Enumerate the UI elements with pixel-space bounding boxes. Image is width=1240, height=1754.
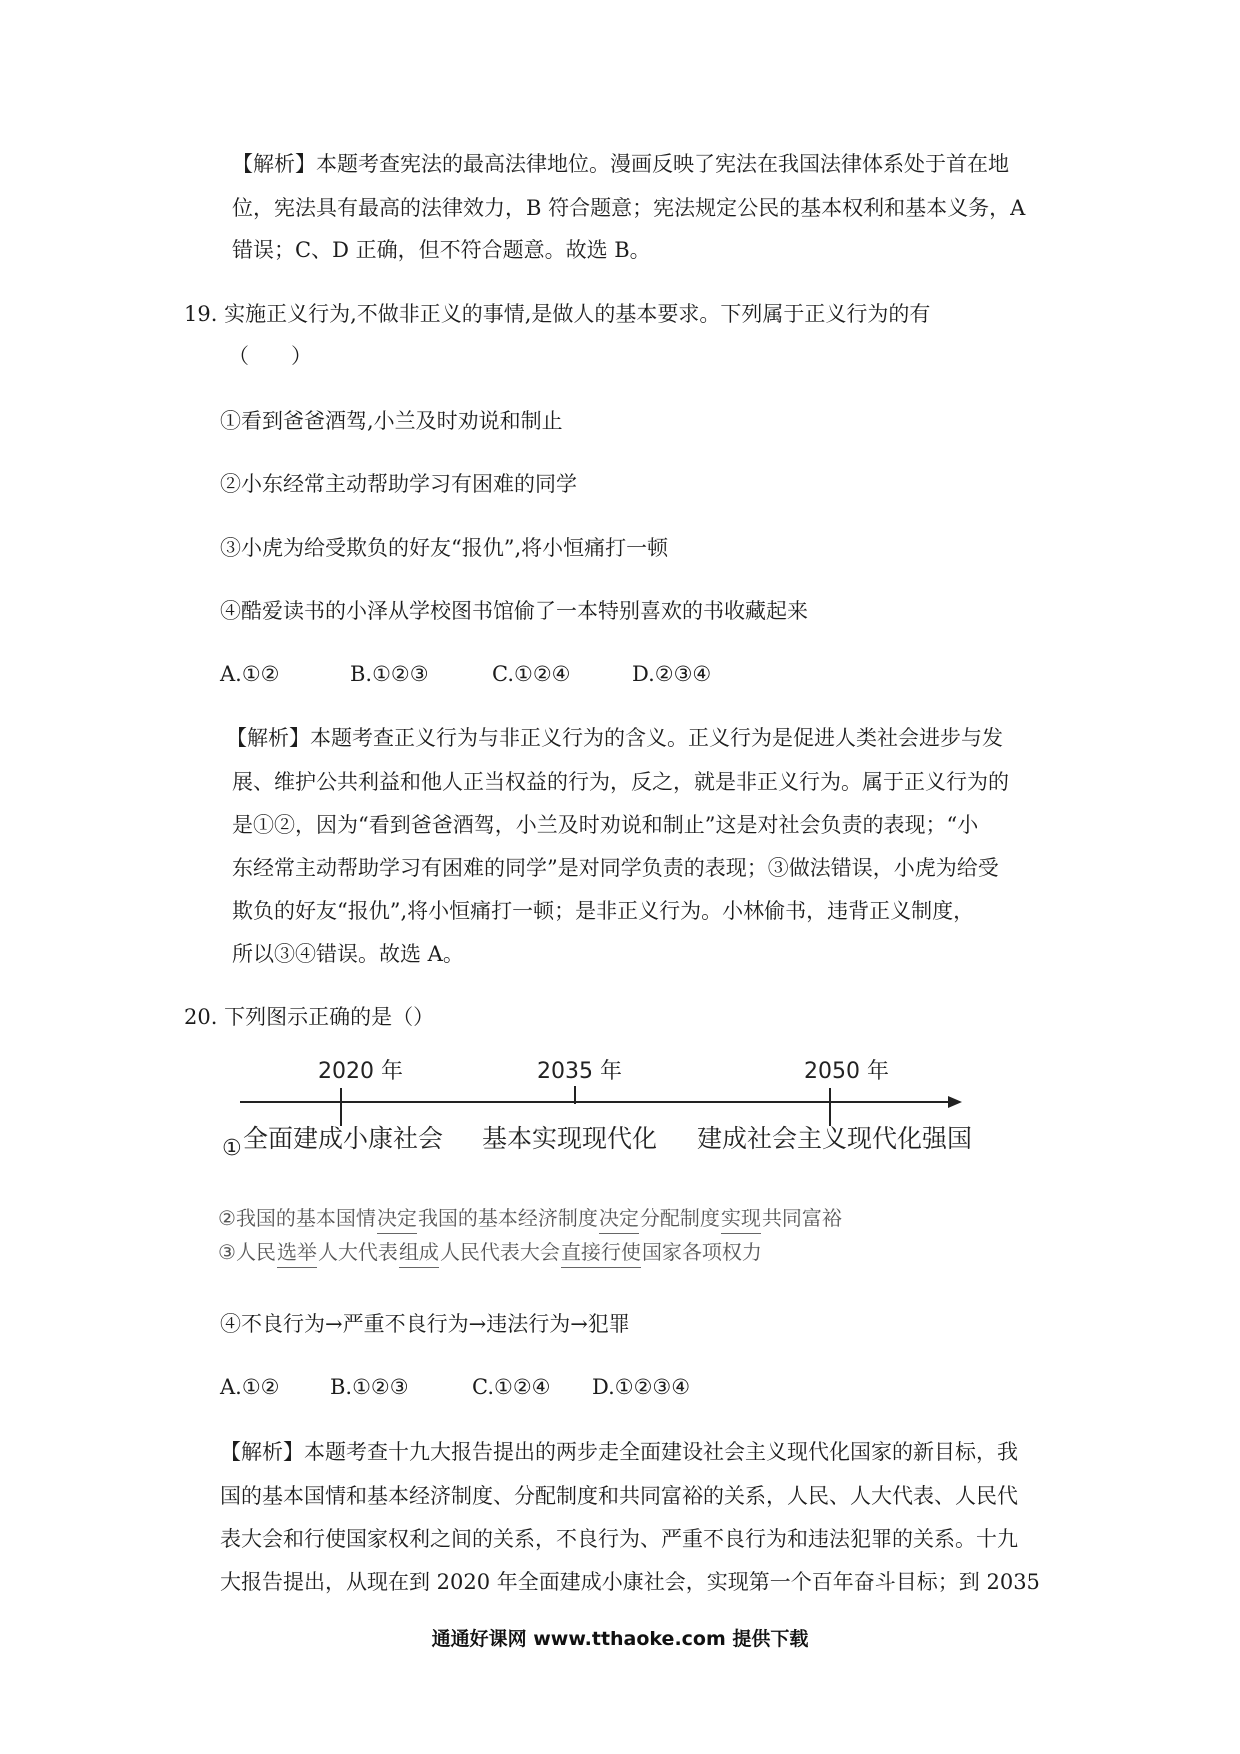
- q20-chain-3: [218, 1238, 762, 1268]
- timeline-label-3: 建成社会主义现代化强国: [697, 1124, 973, 1153]
- timeline-tick-2020: [340, 1088, 342, 1126]
- q19-analysis-line-4: 东经常主动帮助学习有困难的同学”是对同学负责的表现；③做法错误，小虎为给受: [232, 856, 999, 880]
- timeline-axis: [240, 1101, 952, 1103]
- q19-item-3: ③小虎为给受欺负的好友“报仇”,将小恒痛打一顿: [220, 536, 669, 560]
- footer-watermark: 通通好课网 www.tthaoke.com 提供下载: [431, 1628, 809, 1650]
- chain3-part: 国家各项权力: [641, 1240, 762, 1264]
- q20-analysis-line-1: 【解析】本题考查十九大报告提出的两步走全面建设社会主义现代化国家的新目标，我: [220, 1440, 1018, 1464]
- chain3-number: ③: [218, 1240, 236, 1264]
- q19-option-b: B.①②③: [350, 662, 429, 686]
- q19-analysis-line-3: 是①②，因为“看到爸爸酒驾，小兰及时劝说和制止”这是对社会负责的表现；“小: [232, 813, 979, 837]
- chain2-part: 共同富裕: [761, 1206, 842, 1230]
- chain3-relation: 直接行使: [561, 1238, 641, 1268]
- q20-analysis-line-2: 国的基本国情和基本经济制度、分配制度和共同富裕的关系，人民、人大代表、人民代: [220, 1484, 1018, 1508]
- q19-option-a: A.①②: [220, 662, 280, 686]
- chain2-part: 我国的基本国情: [235, 1206, 376, 1230]
- timeline-arrow-head: [948, 1096, 962, 1108]
- timeline-year-2050: 2050 年: [804, 1059, 889, 1084]
- q20-stem: 20. 下列图示正确的是（）: [184, 1005, 435, 1029]
- prev-analysis-line-3: 错误；C、D 正确，但不符合题意。故选 B。: [232, 238, 651, 262]
- prev-analysis-line-1: 【解析】本题考查宪法的最高法律地位。漫画反映了宪法在我国法律体系处于首在地: [232, 152, 1009, 176]
- chain2-relation: 实现: [721, 1204, 761, 1234]
- q20-option-a: A.①②: [220, 1375, 280, 1399]
- q19-item-1: ①看到爸爸酒驾,小兰及时劝说和制止: [220, 409, 563, 433]
- q20-item-4: ④不良行为→严重不良行为→违法行为→犯罪: [220, 1312, 630, 1336]
- timeline-tick-2050: [829, 1088, 831, 1126]
- timeline-number: ①: [222, 1136, 242, 1161]
- q19-option-d: D.②③④: [632, 662, 712, 686]
- chain2-part: 我国的基本经济制度: [417, 1206, 598, 1230]
- q20-analysis-line-4: 大报告提出，从现在到 2020 年全面建成小康社会，实现第一个百年奋斗目标；到 2035: [220, 1570, 1040, 1594]
- timeline-tick-2035: [574, 1086, 576, 1104]
- q19-answer-paren: （ ）: [228, 344, 312, 368]
- q19-item-4: ④酷爱读书的小泽从学校图书馆偷了一本特别喜欢的书收藏起来: [220, 599, 808, 623]
- q19-analysis-line-6: 所以③④错误。故选 A。: [232, 942, 464, 966]
- q20-analysis-line-3: 表大会和行使国家权利之间的关系，不良行为、严重不良行为和违法犯罪的关系。十九: [220, 1527, 1018, 1551]
- chain2-relation: 决定: [599, 1204, 639, 1234]
- q20-option-d: D.①②③④: [592, 1375, 691, 1399]
- timeline-year-2020: 2020 年: [318, 1059, 403, 1084]
- chain3-part: 人大代表: [317, 1240, 398, 1264]
- chain3-relation: 组成: [399, 1238, 439, 1268]
- prev-analysis-line-2: 位，宪法具有最高的法律效力，B 符合题意；宪法规定公民的基本权利和基本义务，A: [232, 196, 1026, 220]
- q19-option-c: C.①②④: [492, 662, 571, 686]
- q19-analysis-line-2: 展、维护公共利益和他人正当权益的行为，反之，就是非正义行为。属于正义行为的: [232, 770, 1009, 794]
- chain3-relation: 选举: [277, 1238, 317, 1268]
- q20-option-b: B.①②③: [330, 1375, 409, 1399]
- timeline-label-1: 全面建成小康社会: [243, 1124, 444, 1153]
- q20-option-c: C.①②④: [472, 1375, 551, 1399]
- q19-analysis-line-5: 欺负的好友“报仇”,将小恒痛打一顿；是非正义行为。小林偷书，违背正义制度，: [232, 899, 975, 923]
- chain2-relation: 决定: [377, 1204, 417, 1234]
- chain2-number: ②: [218, 1206, 236, 1230]
- q19-analysis-line-1: 【解析】本题考查正义行为与非正义行为的含义。正义行为是促进人类社会进步与发: [226, 726, 1003, 750]
- timeline-year-2035: 2035 年: [537, 1059, 622, 1084]
- chain3-part: 人民: [235, 1240, 276, 1264]
- chain2-part: 分配制度: [639, 1206, 720, 1230]
- q20-chain-2: [218, 1204, 842, 1234]
- chain3-part: 人民代表大会: [439, 1240, 560, 1264]
- q19-item-2: ②小东经常主动帮助学习有困难的同学: [220, 472, 577, 496]
- q19-stem: 19. 实施正义行为,不做非正义的事情,是做人的基本要求。下列属于正义行为的有: [184, 302, 931, 326]
- timeline-label-2: 基本实现现代化: [482, 1124, 658, 1153]
